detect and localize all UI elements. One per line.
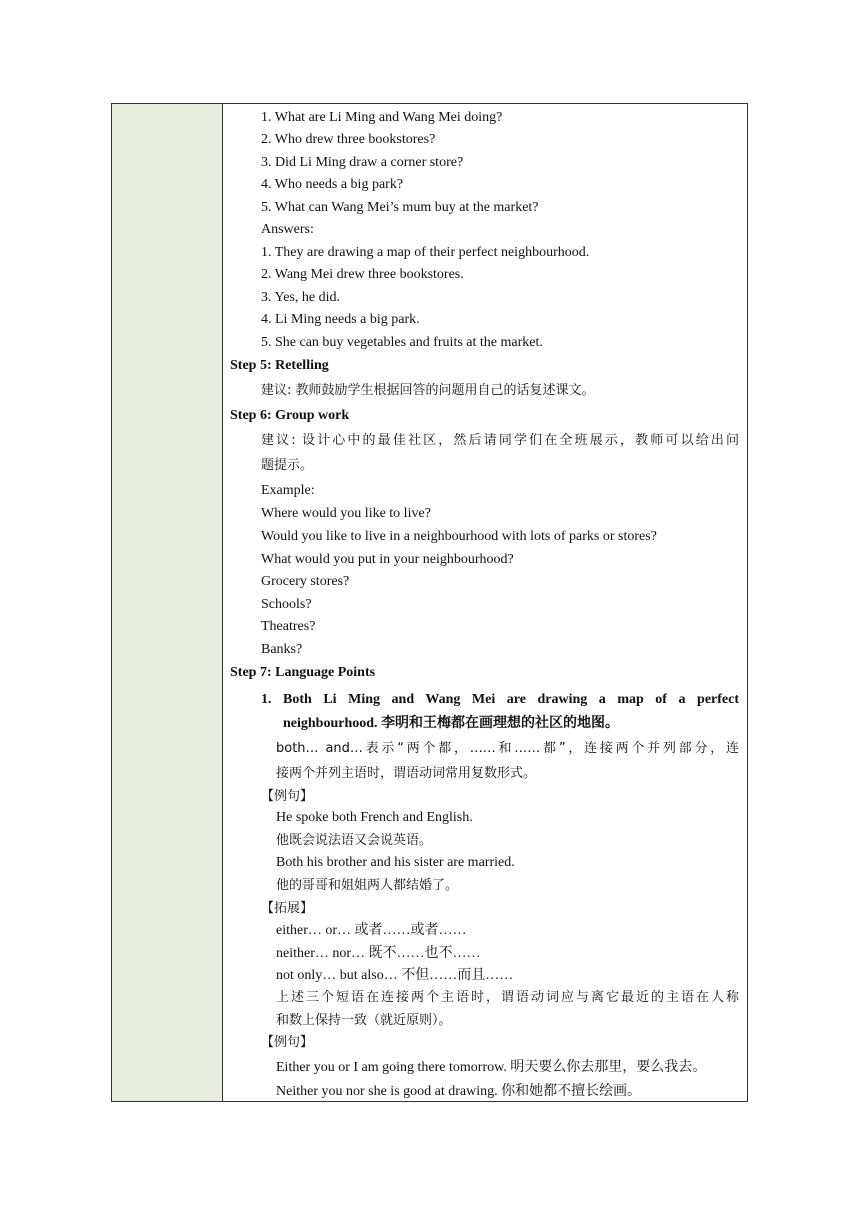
lesson-table bbox=[111, 103, 748, 1102]
step7-heading: Step 7: Language Points bbox=[230, 665, 376, 680]
question-2: 2. Who drew three bookstores? bbox=[261, 132, 436, 147]
example-item: Would you like to live in a neighbourhood with lots of parks or stores? bbox=[261, 529, 657, 544]
extend-tag: 【拓展】 bbox=[261, 901, 314, 916]
rule-line2: 和数上保持一致（就近原则）。 bbox=[276, 1013, 452, 1028]
right-column-cell bbox=[223, 104, 747, 1101]
example-item: Schools? bbox=[261, 597, 312, 612]
step5-suggestion: 建议: 教师鼓励学生根据回答的问题用自己的话复述课文。 bbox=[261, 383, 595, 398]
question-5: 5. What can Wang Mei’s mum buy at the market? bbox=[261, 200, 539, 215]
final-example: Either you or I am going there tomorrow. 明天要么你去那里，要么我去。 bbox=[276, 1060, 707, 1075]
step5-heading: Step 5: Retelling bbox=[230, 358, 329, 373]
step6-suggestion-line1: 建议: 设计心中的最佳社区，然后请同学们在全班展示，教师可以给出问 bbox=[261, 433, 739, 448]
step6-suggestion-line2: 题提示。 bbox=[261, 458, 314, 473]
example-label: Example: bbox=[261, 483, 315, 498]
answer-5: 5. She can buy vegetables and fruits at the market. bbox=[261, 335, 543, 350]
rule-line1: 上述三个短语在连接两个主语时，谓语动词应与离它最近的主语在人称 bbox=[276, 990, 739, 1005]
example-sentence: 他既会说法语又会说英语。 bbox=[276, 833, 433, 848]
phrase-item: neither… nor… 既不……也不…… bbox=[276, 946, 481, 961]
step6-heading: Step 6: Group work bbox=[230, 408, 350, 423]
explain-line1: both… and…表示“两个都，……和……都”，连接两个并列部分，连 bbox=[276, 741, 739, 756]
point1-line1: 1. Both Li Ming and Wang Mei are drawing a map of a perfect bbox=[261, 692, 739, 707]
example-item: Theatres? bbox=[261, 619, 316, 634]
example-sentence: Both his brother and his sister are married. bbox=[276, 855, 515, 870]
point1-line2: neighbourhood. 李明和王梅都在画理想的社区的地图。 bbox=[283, 716, 620, 731]
answer-4: 4. Li Ming needs a big park. bbox=[261, 312, 420, 327]
explain-line2: 接两个并列主语时，谓语动词常用复数形式。 bbox=[276, 766, 537, 781]
example-sentence: 他的哥哥和姐姐两人都结婚了。 bbox=[276, 878, 459, 893]
question-1: 1. What are Li Ming and Wang Mei doing? bbox=[261, 110, 503, 125]
example-sentence: He spoke both French and English. bbox=[276, 810, 473, 825]
example-item: Banks? bbox=[261, 642, 303, 657]
example-tag-2: 【例句】 bbox=[261, 1035, 314, 1050]
example-item: What would you put in your neighbourhood? bbox=[261, 552, 514, 567]
answer-2: 2. Wang Mei drew three bookstores. bbox=[261, 267, 464, 282]
answers-label: Answers: bbox=[261, 222, 314, 237]
answer-3: 3. Yes, he did. bbox=[261, 290, 340, 305]
final-example: Neither you nor she is good at drawing. 你和她都不擅长绘画。 bbox=[276, 1084, 642, 1099]
example-item: Grocery stores? bbox=[261, 574, 350, 589]
question-4: 4. Who needs a big park? bbox=[261, 177, 404, 192]
example-tag: 【例句】 bbox=[261, 789, 314, 804]
answer-1: 1. They are drawing a map of their perfect neighbourhood. bbox=[261, 245, 590, 260]
phrase-item: not only… but also… 不但……而且…… bbox=[276, 968, 514, 983]
left-column-cell bbox=[112, 104, 223, 1101]
phrase-item: either… or… 或者……或者…… bbox=[276, 923, 467, 938]
question-3: 3. Did Li Ming draw a corner store? bbox=[261, 155, 464, 170]
example-item: Where would you like to live? bbox=[261, 506, 431, 521]
